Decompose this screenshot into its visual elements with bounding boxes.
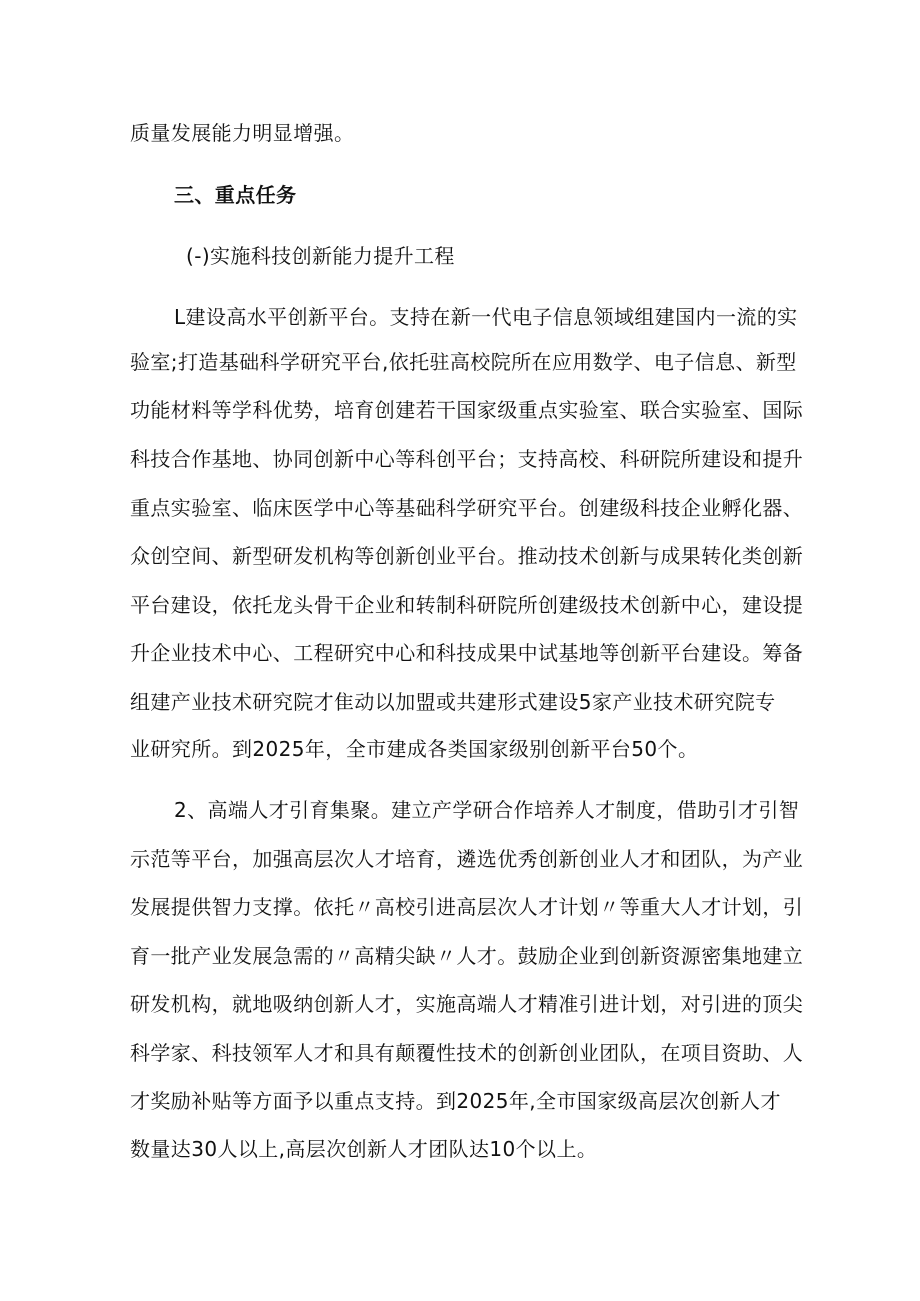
text-line: 众创空间、新型研发机构等创新创业平台。推动技术创新与成果转化类创新 (130, 544, 804, 568)
text-line: 升企业技术中心、工程研究中心和科技成果中试基地等创新平台建设。筹备 (130, 641, 804, 665)
text-line: 科学家、科技领军人才和具有颠覆性技术的创新创业团队，在项目资助、人 (130, 1041, 804, 1065)
text-line: 组建产业技术研究院才隹动以加盟或共建形式建设5家产业技术研究院专 (130, 690, 776, 714)
text-line: 育一批产业发展急需的〃高精尖缺〃人才。鼓励企业到创新资源密集地建立 (130, 944, 804, 968)
text-line: 重点实验室、临床医学中心等基础科学研究平台。创建级科技企业孵化器、 (130, 496, 804, 520)
text-line: 才奖励补贴等方面予以重点支持。到2025年,全市国家级高层次创新人才 (130, 1089, 781, 1113)
text-line: 质量发展能力明显增强。 (130, 121, 355, 145)
text-line: 研发机构，就地吸纳创新人才，实施高端人才精准引进计划，对引进的顶尖 (130, 992, 804, 1016)
text-line: 功能材料等学科优势，培育创建若干国家级重点实验室、联合实验室、国际 (130, 398, 804, 422)
subsection-heading: (-)实施科技创新能力提升工程 (186, 244, 455, 268)
text-line: 示范等平台，加强高层次人才培育，遴选优秀创新创业人才和团队，为产业 (130, 847, 804, 871)
text-line: 数量达30人以上,高层次创新人才团队达10个以上。 (130, 1137, 598, 1161)
text-line: 业研究所。到2025年，全市建成各类国家级别创新平台50个。 (130, 737, 699, 761)
text-line: 发展提供智力支撑。依托〃高校引进高层次人才计划〃等重大人才计划，引 (130, 895, 804, 919)
section-heading: 三、重点任务 (174, 183, 297, 207)
text-line: 平台建设，依托龙头骨干企业和转制科研院所创建级技术创新中心，建设提 (130, 593, 804, 617)
text-line: 验室;打造基础科学研究平台,依托驻高校院所在应用数学、电子信息、新型 (130, 350, 797, 374)
paragraph-first-line: L建设高水平创新平台。支持在新一代电子信息领域组建国内一流的实 (174, 305, 798, 329)
text-line: 科技合作基地、协同创新中心等科创平台；支持高校、科研院所建设和提升 (130, 447, 804, 471)
paragraph-first-line: 2、高端人才引育集聚。建立产学研合作培养人才制度，借助引才引智 (174, 798, 800, 822)
